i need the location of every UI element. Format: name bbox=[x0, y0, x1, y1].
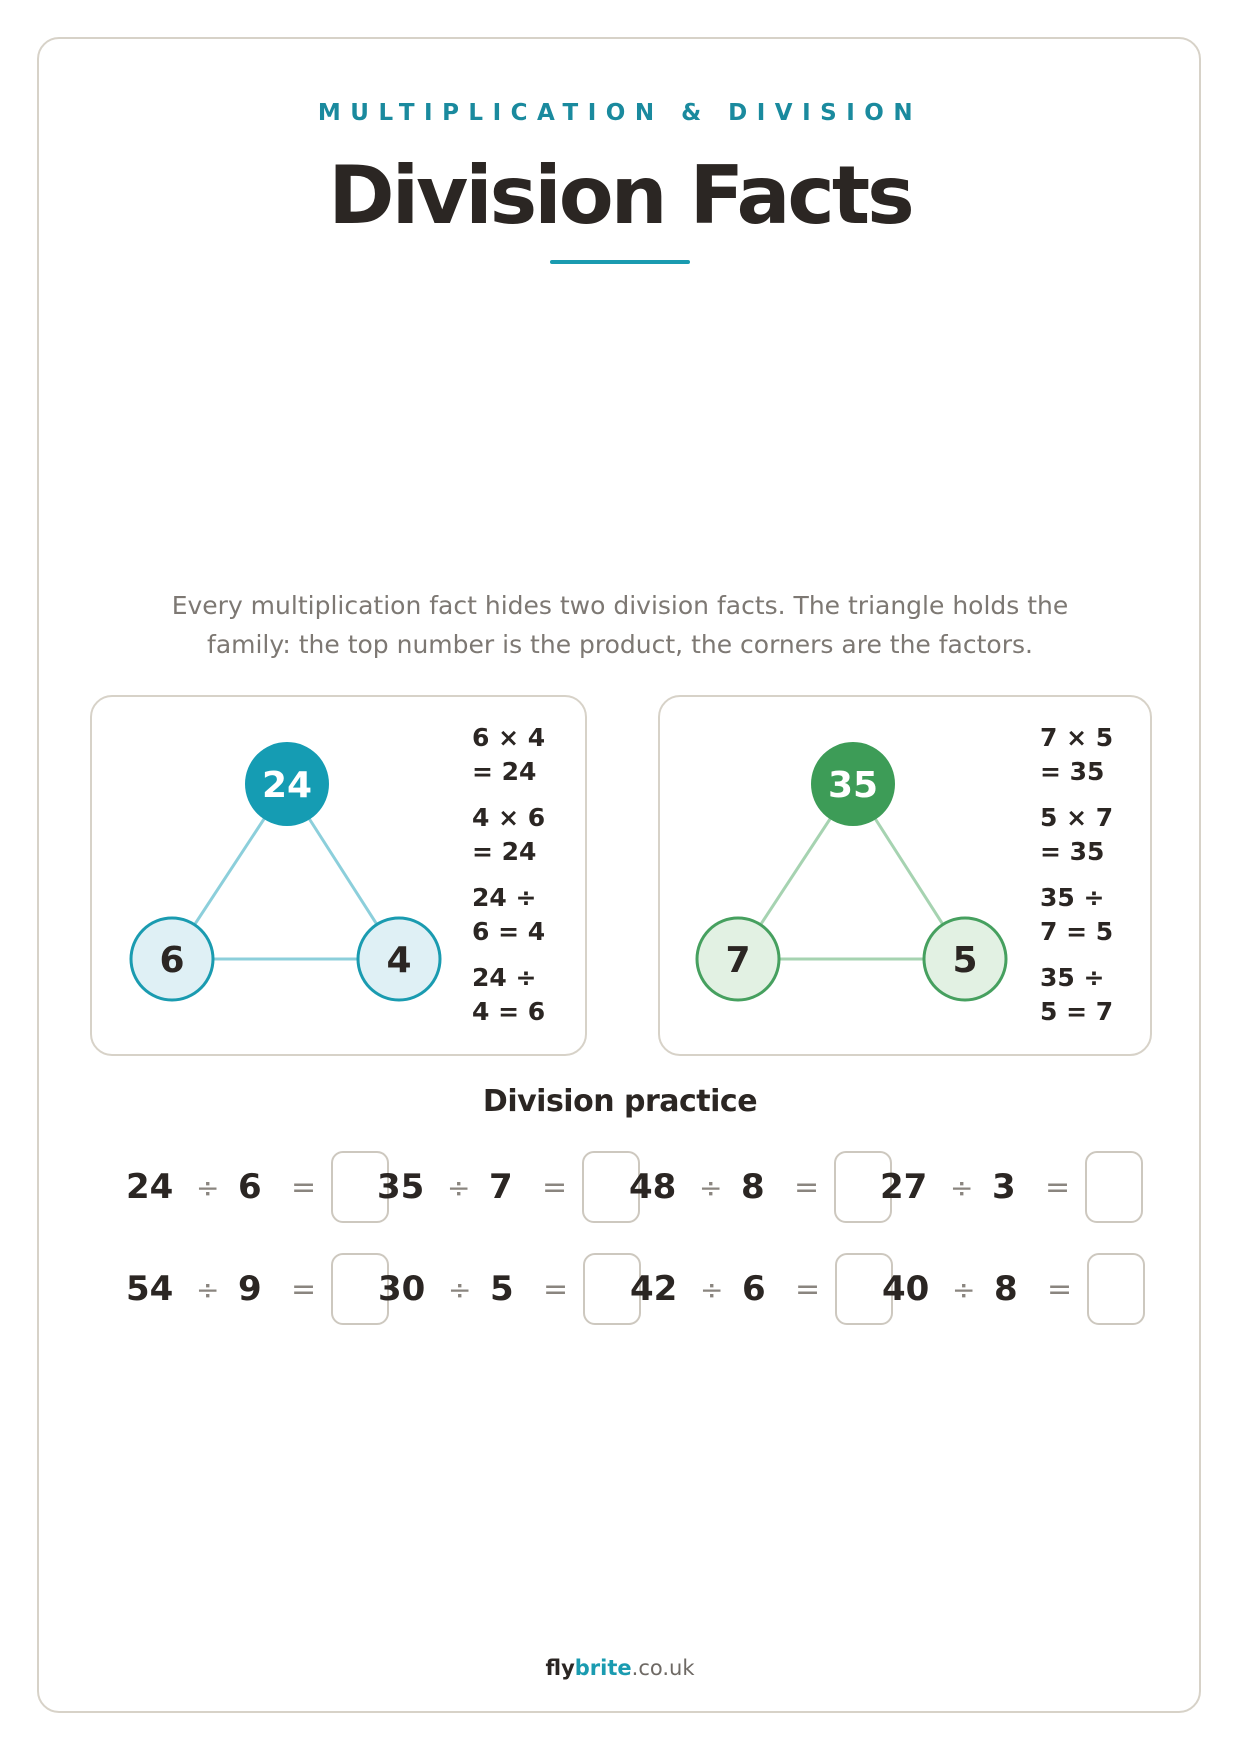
practice-heading: Division practice bbox=[482, 1084, 758, 1119]
divide-sign: ÷ bbox=[448, 1272, 472, 1306]
intro-text bbox=[120, 586, 1120, 664]
divisor: 8 bbox=[994, 1269, 1018, 1309]
factor-value-left: 6 bbox=[159, 940, 185, 981]
equals-sign: = bbox=[1045, 1169, 1071, 1205]
practice-problem bbox=[377, 1149, 640, 1225]
equals-sign: = bbox=[543, 1271, 569, 1307]
divide-sign: ÷ bbox=[700, 1272, 724, 1306]
problem-expression bbox=[126, 1269, 291, 1309]
fact-item bbox=[472, 881, 582, 949]
fact-list bbox=[1040, 721, 1150, 1041]
intro-line-1: Every multiplication fact hides two division facts. The triangle holds the bbox=[171, 591, 1069, 620]
equals-sign: = bbox=[291, 1271, 317, 1307]
fact-line: 35 ÷ bbox=[1040, 963, 1105, 992]
divisor: 3 bbox=[992, 1167, 1016, 1207]
footer-brand bbox=[0, 1656, 1240, 1680]
equals-sign: = bbox=[1047, 1271, 1073, 1307]
page-title: Division Facts bbox=[328, 149, 912, 242]
divisor: 6 bbox=[742, 1269, 766, 1309]
divisor: 5 bbox=[490, 1269, 514, 1309]
dividend: 40 bbox=[882, 1269, 930, 1309]
fact-line: = 35 bbox=[1040, 837, 1105, 866]
fact-line: 6 × 4 bbox=[472, 723, 546, 752]
dividend: 35 bbox=[377, 1167, 425, 1207]
fact-item bbox=[472, 721, 582, 789]
factor-corner-right bbox=[883, 697, 993, 1054]
dividend: 27 bbox=[880, 1167, 928, 1207]
practice-problem bbox=[882, 1251, 1145, 1327]
practice-problem bbox=[880, 1149, 1143, 1225]
product-value: 24 bbox=[261, 765, 313, 806]
problem-expression bbox=[882, 1269, 1047, 1309]
divide-sign: ÷ bbox=[196, 1170, 220, 1204]
divisor: 7 bbox=[489, 1167, 513, 1207]
brand-domain: .co.uk bbox=[631, 1656, 695, 1680]
fact-line: = 24 bbox=[472, 837, 537, 866]
equals-sign: = bbox=[291, 1169, 317, 1205]
topic-eyebrow: MULTIPLICATION & DIVISION bbox=[317, 100, 923, 126]
problem-expression bbox=[630, 1269, 795, 1309]
problem-expression bbox=[126, 1167, 291, 1207]
product-value: 35 bbox=[827, 765, 879, 806]
divide-sign: ÷ bbox=[952, 1272, 976, 1306]
divisor: 9 bbox=[238, 1269, 262, 1309]
fact-item bbox=[1040, 721, 1150, 789]
title-underline bbox=[550, 260, 690, 264]
fact-line: 7 = 5 bbox=[1040, 917, 1114, 946]
fact-line: 24 ÷ bbox=[472, 883, 537, 912]
fact-item bbox=[472, 961, 582, 1029]
fact-line: 5 × 7 bbox=[1040, 803, 1114, 832]
intro-line-2: family: the top number is the product, the corners are the factors. bbox=[207, 630, 1033, 659]
answer-box[interactable] bbox=[1087, 1253, 1145, 1325]
fact-family-card-35 bbox=[658, 695, 1152, 1056]
divide-sign: ÷ bbox=[447, 1170, 471, 1204]
problem-expression bbox=[880, 1167, 1045, 1207]
dividend: 42 bbox=[630, 1269, 678, 1309]
equals-sign: = bbox=[542, 1169, 568, 1205]
equals-sign: = bbox=[795, 1271, 821, 1307]
practice-problem bbox=[126, 1251, 389, 1327]
practice-problem bbox=[126, 1149, 389, 1225]
fact-family-card-24 bbox=[90, 695, 587, 1056]
equals-sign: = bbox=[794, 1169, 820, 1205]
practice-problem bbox=[630, 1251, 893, 1327]
fact-item bbox=[1040, 961, 1150, 1029]
brand-name-part2: brite bbox=[574, 1656, 632, 1680]
fact-line: 7 × 5 bbox=[1040, 723, 1114, 752]
fact-line: = 24 bbox=[472, 757, 537, 786]
dividend: 30 bbox=[378, 1269, 426, 1309]
dividend: 48 bbox=[629, 1167, 677, 1207]
problem-expression bbox=[377, 1167, 542, 1207]
fact-item bbox=[1040, 881, 1150, 949]
fact-line: 4 × 6 bbox=[472, 803, 546, 832]
fact-item bbox=[472, 801, 582, 869]
fact-line: 5 = 7 bbox=[1040, 997, 1114, 1026]
fact-list bbox=[472, 721, 582, 1041]
answer-box[interactable] bbox=[1085, 1151, 1143, 1223]
divide-sign: ÷ bbox=[196, 1272, 220, 1306]
divide-sign: ÷ bbox=[950, 1170, 974, 1204]
divide-sign: ÷ bbox=[699, 1170, 723, 1204]
brand-name-part1: fly bbox=[545, 1656, 575, 1680]
problem-expression bbox=[629, 1167, 794, 1207]
fact-line: 4 = 6 bbox=[472, 997, 546, 1026]
practice-problem bbox=[629, 1149, 892, 1225]
practice-problem bbox=[378, 1251, 641, 1327]
fact-line: 24 ÷ bbox=[472, 963, 537, 992]
factor-corner-right bbox=[317, 697, 427, 1054]
factor-value-left: 7 bbox=[725, 940, 751, 981]
fact-line: 35 ÷ bbox=[1040, 883, 1105, 912]
divisor: 6 bbox=[238, 1167, 262, 1207]
factor-value-right: 5 bbox=[952, 940, 978, 981]
dividend: 24 bbox=[126, 1167, 174, 1207]
divisor: 8 bbox=[741, 1167, 765, 1207]
factor-value-right: 4 bbox=[386, 940, 412, 981]
dividend: 54 bbox=[126, 1269, 174, 1309]
fact-item bbox=[1040, 801, 1150, 869]
fact-line: 6 = 4 bbox=[472, 917, 546, 946]
fact-line: = 35 bbox=[1040, 757, 1105, 786]
problem-expression bbox=[378, 1269, 543, 1309]
